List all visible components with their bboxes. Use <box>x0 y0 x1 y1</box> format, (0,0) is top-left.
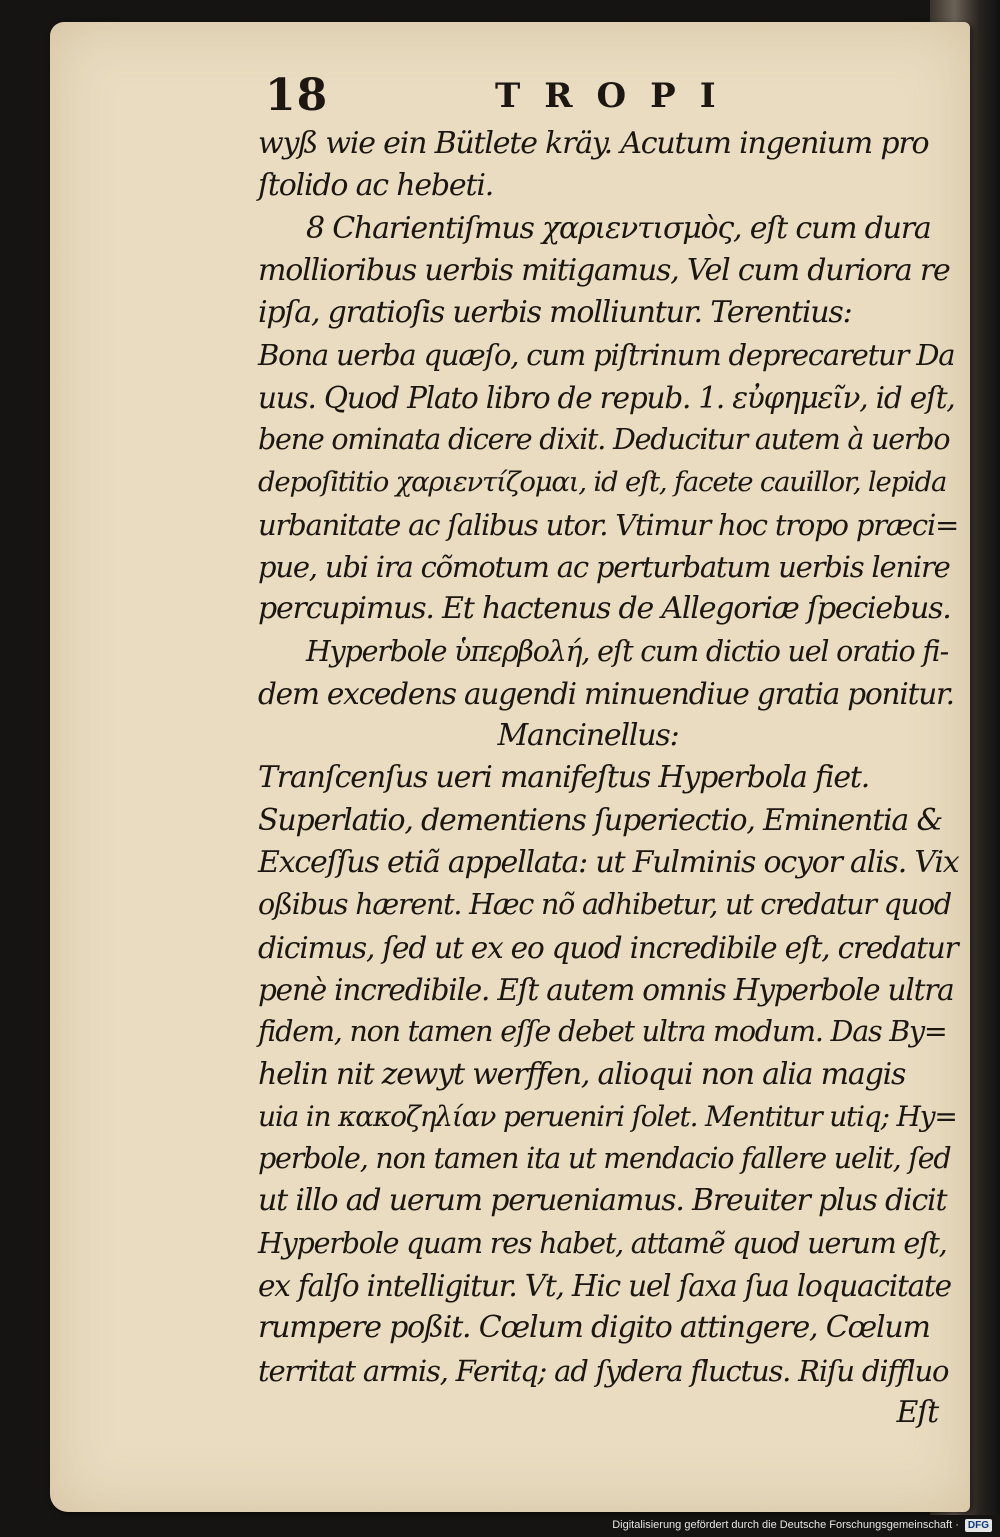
text-line: dem excedens augendi minuendiue gratia ponitur. <box>258 676 954 711</box>
text-line: ipſa, gratioſis uerbis molliuntur. Terentius: <box>258 295 852 331</box>
text-line: Hyperbole ὑπερβολή, eſt cum dictio uel oratio fi- <box>306 634 949 668</box>
text-line: ſtolido ac hebeti. <box>258 168 494 204</box>
text-line: percupimus. Et hactenus de Allegoriæ ſpeciebus. <box>258 591 951 627</box>
text-line: 8 Charientiſmus χαριεντισμὸς, eſt cum dura <box>306 210 931 246</box>
text-line: Bona uerba quæſo, cum piſtrinum deprecaretur Da <box>258 338 955 373</box>
text-line: urbanitate ac ſalibus utor. Vtimur hoc tropo præci= <box>258 507 959 542</box>
text-line: penè incredibile. Eſt autem omnis Hyperbole ultra <box>258 972 954 1007</box>
dfg-logo: DFG <box>965 1519 992 1532</box>
text-line: wyß wie ein Bütlete kräy. Acutum ingenium pro <box>258 126 929 161</box>
digitization-footer <box>612 1515 992 1535</box>
text-line: mollioribus uerbis mitigamus, Vel cum duriora re <box>258 252 950 288</box>
text-line: ut illo ad uerum perueniamus. Breuiter plus dicit <box>258 1183 947 1219</box>
page-header <box>265 70 945 130</box>
text-line: ex falſo intelligitur. Vt, Hic uel ſaxa ſua loquacitate <box>258 1269 951 1304</box>
text-line: Hyperbole quam res habet, attamẽ quod uerum eſt, <box>258 1226 947 1260</box>
text-line: Tranſcenſus ueri manifeſtus Hyperbola fiet. <box>258 760 870 796</box>
page-number: 18 <box>265 70 329 121</box>
text-line: fidem, non tamen eſſe debet ultra modum. Das By= <box>258 1015 947 1049</box>
text-line: depoſititio χαριεντίζομαι, id eſt, facete cauillor, lepida <box>258 466 947 499</box>
text-line: Superlatio, dementiens ſuperiectio, Eminentia & <box>258 802 942 838</box>
running-title: TROPI <box>495 76 740 116</box>
text-line: territat armis, Feritq; ad ſydera fluctus. Riſu diffluo <box>258 1353 949 1388</box>
text-line: oßibus hærent. Hæc nõ adhibetur, ut credatur quod <box>258 888 951 922</box>
text-line: perbole, non tamen ita ut mendacio fallere uelit, ſed <box>258 1142 951 1176</box>
text-line: Exceſſus etiã appellata: ut Fulminis ocyor alis. Vix <box>258 845 959 881</box>
text-block <box>258 123 958 1434</box>
catchword: Eſt <box>896 1394 938 1430</box>
text-line: pue, ubi ira cõmotum ac perturbatum uerbis lenire <box>258 549 950 584</box>
footer-credit: Digitalisierung gefördert durch die Deutsche Forschungsgemeinschaft · <box>612 1519 959 1531</box>
text-line: uia in κακοζηλίαν perueniri ſolet. Mentitur utiq; Hy= <box>258 1099 957 1133</box>
text-line: helin nit zewyt werffen, alioqui non alia magis <box>258 1056 906 1092</box>
text-line: Mancinellus: <box>497 718 679 754</box>
text-line: dicimus, ſed ut ex eo quod incredibile eſt, credatur <box>258 930 958 965</box>
text-line: uus. Quod Plato libro de repub. 1. εὐφημεῖν, id eſt, <box>258 380 955 415</box>
text-line: rumpere poßit. Cœlum digito attingere, Cœlum <box>258 1310 930 1346</box>
text-line: bene ominata dicere dixit. Deducitur autem à uerbo <box>258 423 950 457</box>
